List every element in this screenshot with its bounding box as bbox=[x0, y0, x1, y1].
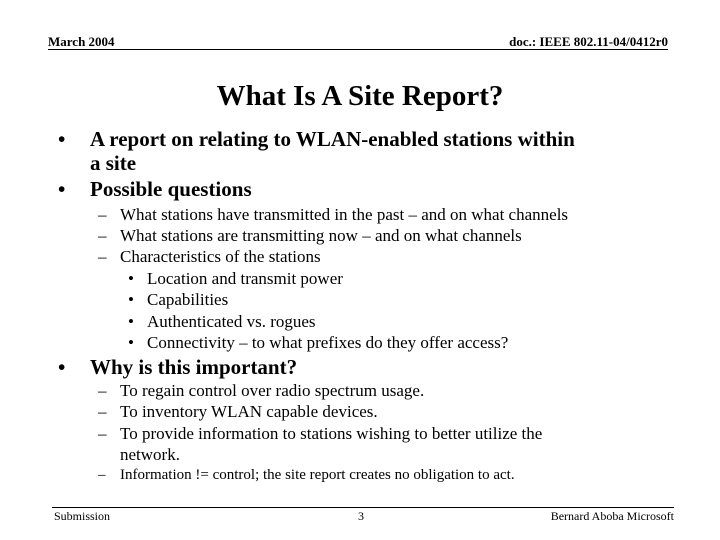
bullet-text: A report on relating to WLAN-enabled stations within bbox=[90, 127, 575, 151]
footer-author: Bernard Aboba Microsoft bbox=[550, 509, 674, 523]
sub-sub-item-text: Location and transmit power bbox=[147, 269, 343, 288]
dash-marker: – bbox=[98, 226, 107, 245]
bullet-item bbox=[0, 354, 720, 380]
bullet-marker: • bbox=[58, 127, 66, 151]
sub-item-text: To provide information to stations wishing to better utilize the bbox=[120, 424, 543, 443]
sub-item-text: What stations are transmitting now – and on what channels bbox=[120, 226, 522, 245]
bullet-text: Why is this important? bbox=[90, 355, 298, 379]
sub-item-text: What stations have transmitted in the past – and on what channels bbox=[120, 205, 569, 224]
bullet-marker: • bbox=[58, 355, 66, 379]
slide-title: What Is A Site Report? bbox=[216, 80, 504, 112]
bullet-item bbox=[0, 176, 720, 202]
dash-marker: – bbox=[98, 402, 107, 421]
footer-divider bbox=[52, 507, 674, 508]
sub-item-text: To inventory WLAN capable devices. bbox=[120, 402, 378, 421]
bullet-marker: • bbox=[128, 269, 134, 288]
sub-item-note-text: Information != control; the site report creates no obligation to act. bbox=[120, 467, 515, 483]
sub-item-text: network. bbox=[120, 445, 180, 464]
header-doc-id: doc.: IEEE 802.11-04/0412r0 bbox=[509, 34, 668, 49]
bullet-item-continuation bbox=[0, 150, 720, 176]
header-date: March 2004 bbox=[48, 34, 115, 49]
bullet-text: a site bbox=[90, 151, 137, 175]
dash-marker: – bbox=[98, 467, 106, 483]
header-divider bbox=[48, 49, 668, 50]
sub-item-note bbox=[0, 466, 720, 492]
sub-sub-item-text: Authenticated vs. rogues bbox=[147, 312, 316, 331]
sub-sub-item-text: Connectivity – to what prefixes do they offer access? bbox=[147, 333, 509, 352]
bullet-text: Possible questions bbox=[90, 177, 252, 201]
sub-sub-item-text: Capabilities bbox=[147, 290, 229, 309]
bullet-marker: • bbox=[128, 333, 134, 352]
bullet-marker: • bbox=[128, 312, 134, 331]
dash-marker: – bbox=[98, 424, 107, 443]
bullet-marker: • bbox=[58, 177, 66, 201]
bullet-marker: • bbox=[128, 290, 134, 309]
dash-marker: – bbox=[98, 247, 107, 266]
sub-item-text: Characteristics of the stations bbox=[120, 247, 321, 266]
bullet-item bbox=[0, 126, 720, 152]
dash-marker: – bbox=[98, 205, 107, 224]
sub-item-text: To regain control over radio spectrum usage. bbox=[120, 381, 425, 400]
dash-marker: – bbox=[98, 381, 107, 400]
footer-page-number: 3 bbox=[358, 509, 364, 523]
footer-submission: Submission bbox=[54, 509, 111, 523]
